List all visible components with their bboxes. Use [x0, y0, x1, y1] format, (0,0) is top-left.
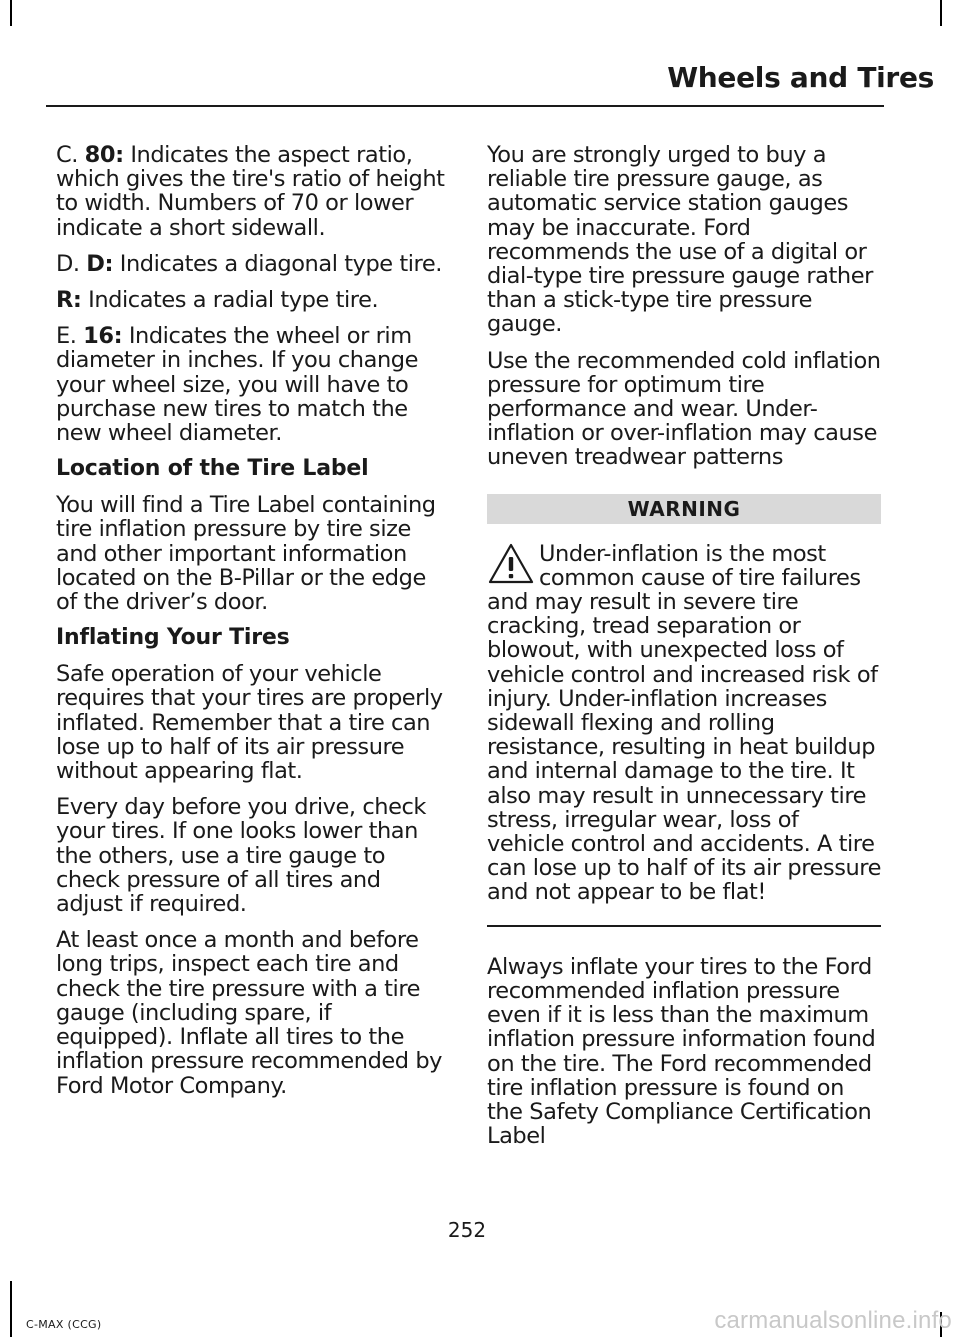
inflating-tires-heading: Inflating Your Tires [56, 625, 290, 651]
left-column [56, 143, 450, 1110]
warning-end-divider [487, 925, 881, 927]
warning-triangle-icon [487, 542, 537, 590]
tire-label-location-paragraph: You will find a Tire Label containing tire inflation pressure by tire size and other important information located on the B-Pillar or the edge of the driver’s door. [56, 492, 436, 616]
daily-check-paragraph: Every day before you drive, check your tires. If one looks lower than the others, use a tire gauge to check pressure of all tires and adjust if required. [56, 794, 426, 918]
cold-inflation-paragraph: Use the recommended cold inflation pressure for optimum tire performance and wear. Under-inflation or over-inflation may cause uneven treadwear patterns [487, 347, 881, 471]
pressure-gauge-paragraph: You are strongly urged to buy a reliable tire pressure gauge, as automatic service station gauges may be inaccurate. Ford recommends the use of a digital or dial-type tire pressure gauge rather than a stick-type tire pressure gauge. [487, 142, 873, 338]
warning-header: WARNING [487, 494, 881, 524]
safe-operation-paragraph: Safe operation of your vehicle requires that your tires are properly inflated. Remember that a tire can lose up to half of its air pressure without appearing flat. [56, 661, 443, 785]
page-number: 252 [447, 1218, 487, 1242]
right-column [487, 143, 881, 1160]
rim-diameter-paragraph: E. 16: Indicates the wheel or rim diameter in inches. If you change your wheel size, you will have to purchase new tires to match the new wheel diameter. [56, 323, 418, 447]
aspect-ratio-paragraph: C. 80: Indicates the aspect ratio, which gives the tire's ratio of height to width. Numbers of 70 or lower indicate a short sidewall. [56, 142, 445, 241]
model-code: C-MAX (CCG) [26, 1318, 102, 1331]
crop-mark-top-left [10, 0, 12, 26]
monthly-inspection-paragraph: At least once a month and before long trips, inspect each tire and check the tire pressure with a tire gauge (including spare, if equipped). Inflate all tires to the inflation pressure recommended by Ford Motor Company. [56, 927, 443, 1099]
page-title: Wheels and Tires [667, 61, 934, 94]
diagonal-type-paragraph: D. D: Indicates a diagonal type tire. [56, 250, 442, 277]
tire-label-location-heading: Location of the Tire Label [56, 456, 369, 482]
radial-type-paragraph: R: Indicates a radial type tire. [56, 287, 379, 314]
crop-mark-bottom-left [10, 1281, 12, 1337]
watermark: carmanualsonline.info [714, 1307, 952, 1334]
header-divider [46, 105, 884, 107]
warning-paragraph: Under-inflation is the most common cause of tire failures and may result in severe tire cracking, tread separation or blowout, with unexpected loss of vehicle control and increased risk of injury. Under-inflation increases sidewall flexing and rolling resistance, resulting in heat buildup and internal damage to the tire. It also may result in unnecessary tire stress, irregular wear, loss of vehicle control and accidents. A tire can lose up to half of its air pressure and not appear to be flat! [487, 540, 881, 906]
crop-mark-top-right [940, 0, 942, 26]
always-inflate-paragraph: Always inflate your tires to the Ford recommended inflation pressure even if it is less than the maximum inflation pressure information found on the tire. The Ford recommended tire inflation pressure is found on the Safety Compliance Certification Label [487, 953, 876, 1150]
